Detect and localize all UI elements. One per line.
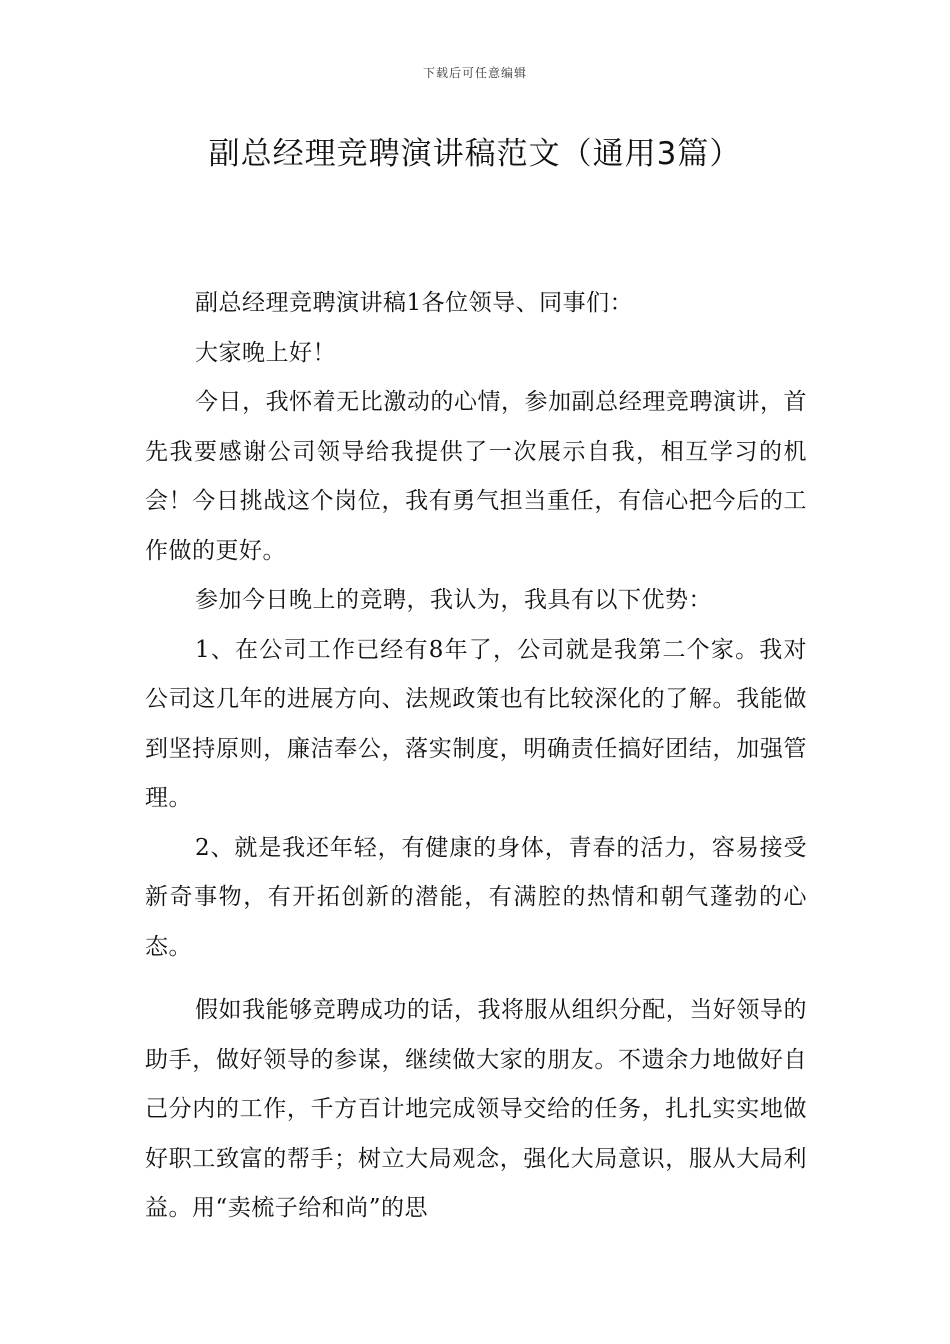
paragraph-advantage-1: 1、在公司工作已经有8年了，公司就是我第二个家。我对公司这几年的进展方向、法规政策也有比较深化的了解。我能做到坚持原则，廉洁奉公，落实制度，明确责任搞好团结，加强管理。 bbox=[145, 636, 807, 811]
paragraph-greeting: 大家晚上好！ bbox=[195, 339, 336, 366]
document-title: 副总经理竞聘演讲稿范文（通用3篇） bbox=[208, 136, 742, 172]
header-note: 下载后可任意编辑 bbox=[422, 66, 527, 80]
paragraph-advantages-heading: 参加今日晚上的竞聘，我认为，我具有以下优势： bbox=[195, 587, 712, 613]
paragraph-opening: 副总经理竞聘演讲稿1各位领导、同事们： bbox=[195, 290, 634, 316]
paragraph-advantage-2: 2、就是我还年轻，有健康的身体，青春的活力，容易接受新奇事物，有开拓创新的潜能，有满腔的热情和朝气蓬勃的心态。 bbox=[145, 834, 807, 960]
paragraph-intro: 今日，我怀着无比激动的心情，参加副总经理竞聘演讲，首先我要感谢公司领导给我提供了一次展示自我，相互学习的机会！今日挑战这个岗位，我有勇气担当重任，有信心把今后的工作做的更好。 bbox=[145, 389, 807, 564]
paragraph-commitment: 假如我能够竞聘成功的话，我将服从组织分配，当好领导的助手，做好领导的参谋，继续做大家的朋友。不遗余力地做好自己分内的工作，千方百计地完成领导交给的任务，扎扎实实地做好职工致富的帮手；树立大局观念，强化大局意识，服从大局利益。用“卖梳子给和尚”的思 bbox=[145, 997, 807, 1221]
document-body bbox=[145, 279, 807, 1234]
